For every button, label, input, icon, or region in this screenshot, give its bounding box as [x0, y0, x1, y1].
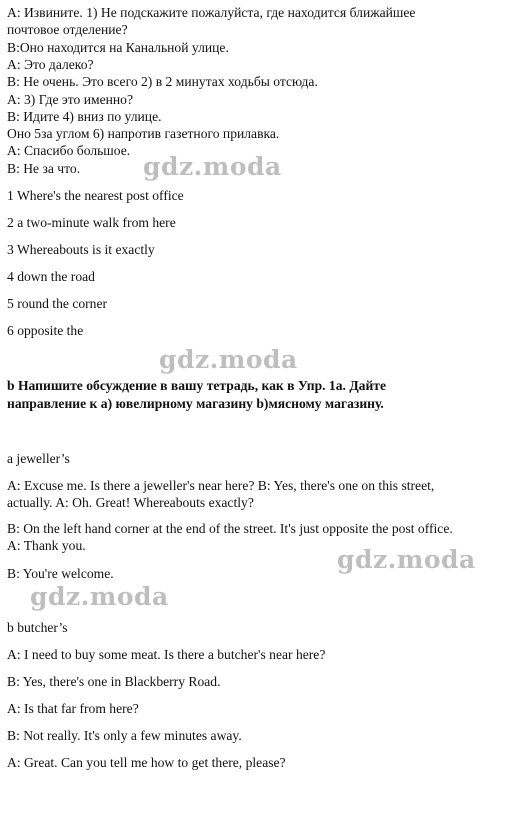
- dialogue-line: B: You're welcome.: [7, 566, 114, 581]
- dialogue-line: A: Excuse me. Is there a jeweller's near here? B: Yes, there's one on this street,: [7, 478, 435, 493]
- dialogue-line: В: Идите 4) вниз по улице.: [7, 109, 162, 124]
- watermark: gdz.moda: [143, 152, 282, 181]
- watermark: gdz.moda: [337, 545, 476, 574]
- dialogue-line: A: Thank you.: [7, 538, 86, 553]
- phrase-item: 1 Where's the nearest post office: [7, 188, 184, 203]
- dialogue-line: Оно 5за углом 6) напротив газетного прилавка.: [7, 126, 280, 141]
- phrase-item: 5 round the corner: [7, 296, 108, 311]
- dialogue-line: В: Не очень. Это всего 2) в 2 минутах ходьбы отсюда.: [7, 74, 318, 89]
- dialogue-line: А: Спасибо большое.: [7, 143, 131, 158]
- dialogue-line: А: Извините. 1) Не подскажите пожалуйста, где находится ближайшее: [7, 5, 416, 20]
- dialogue-line: В:Оно находится на Канальной улице.: [7, 40, 229, 55]
- dialogue-line: В: Не за что.: [7, 161, 81, 176]
- dialogue-line: почтовое отделение?: [7, 22, 128, 37]
- phrase-item: 4 down the road: [7, 269, 95, 284]
- dialogue-line: A: I need to buy some meat. Is there a butcher's near here?: [7, 647, 326, 662]
- watermark: gdz.moda: [30, 582, 169, 611]
- phrase-item: 2 a two-minute walk from here: [7, 215, 176, 230]
- dialogue-line: А: 3) Где это именно?: [7, 92, 133, 107]
- phrase-item: 6 opposite the: [7, 323, 84, 338]
- dialogue-line: А: Это далеко?: [7, 57, 94, 72]
- task-heading: b Напишите обсуждение в вашу тетрадь, как в Упр. 1a. Дайте: [7, 378, 387, 393]
- dialogue-line: A: Is that far from here?: [7, 701, 139, 716]
- dialogue-line: B: Yes, there's one in Blackberry Road.: [7, 674, 221, 689]
- dialogue-line: actually. A: Oh. Great! Whereabouts exactly?: [7, 495, 254, 510]
- dialogue-line: B: Not really. It's only a few minutes away.: [7, 728, 242, 743]
- dialogue-line: B: On the left hand corner at the end of the street. It's just opposite the post office.: [7, 521, 453, 536]
- section-heading-butchers: b butcher’s: [7, 620, 68, 635]
- phrase-item: 3 Whereabouts is it exactly: [7, 242, 155, 257]
- watermark: gdz.moda: [159, 345, 298, 374]
- task-heading: направление к а) ювелирному магазину b)мясному магазину.: [7, 396, 384, 411]
- section-heading-jewellers: a jeweller’s: [7, 451, 70, 466]
- dialogue-line: A: Great. Can you tell me how to get there, please?: [7, 755, 286, 770]
